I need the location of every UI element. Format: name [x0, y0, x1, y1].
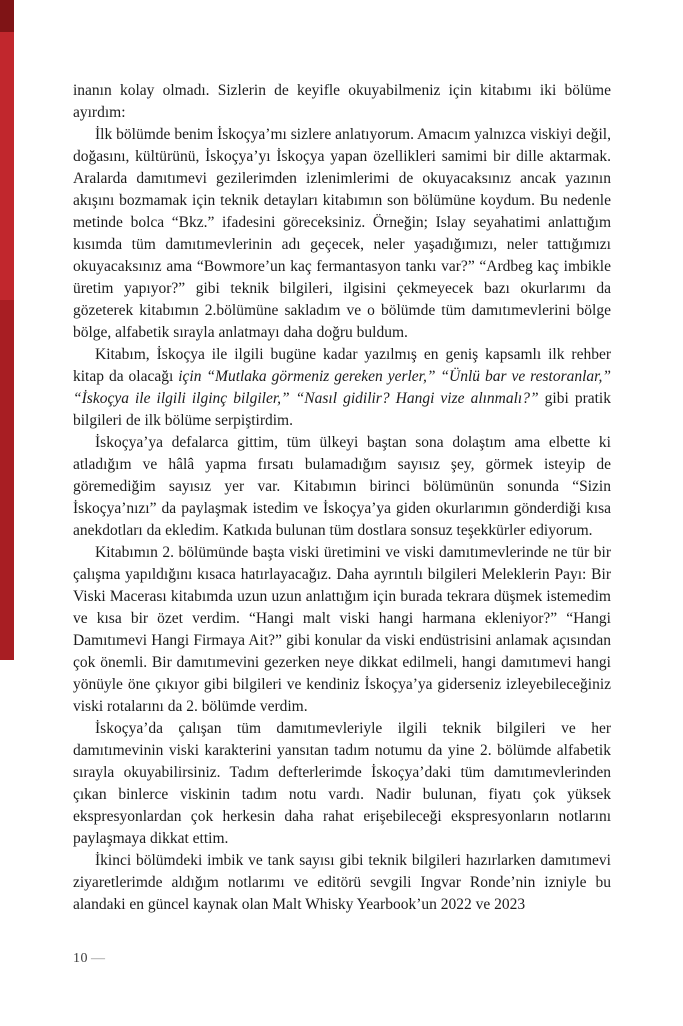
text-run: Kitabım, İskoçya ile ilgili bugüne kadar yazılmış en geniş kapsamlı ilk rehber kitap da olacağı	[73, 346, 611, 385]
text-run: İskoçya’ya defalarca gittim, tüm ülkeyi baştan sona dolaştım ama elbette ki atladığım ve hâlâ yapma fırsatı bulamadığım sayısız şey, görmek isteyip de göremediğim sayısız yer var. Kitabımın birinci bölümünün sonunda “Sizin İskoçya’nızı” da paylaşmak istedim ve İskoçya’ya giden okurlarımın gönderdiği kısa anekdotları da ekledim. Katkıda bulunan tüm dostlara sonsuz teşekkürler ediyorum.	[73, 434, 611, 539]
page-footer	[73, 951, 106, 967]
paragraph	[73, 80, 611, 124]
page-text-block	[73, 80, 611, 916]
page-number: 10	[73, 951, 88, 966]
text-run: İskoçya’da çalışan tüm damıtımevleriyle ilgili teknik bilgileri ve her damıtımevinin viski karakterini yansıtan tadım notumu da yine 2. bölümde alfabetik sırayla okuyabilirsiniz. Tadım defterlerimde İskoçya’daki tüm damıtımevlerinden çıkan binlerce viskinin tadım notu vardı. Nadir bulunan, fiyatı çok yüksek ekspresyonlardan çok herkesin daha rahat erişebileceği ekspresyonların notlarını paylaşmaya dikkat ettim.	[73, 720, 611, 847]
text-run: gibi pratik bilgileri de ilk bölüme serpiştirdim.	[73, 390, 611, 429]
text-run: İlk bölümde benim İskoçya’mı sizlere anlatıyorum. Amacım yalnızca viskiyi değil, doğasını, kültürünü, İskoçya’yı İskoçya yapan özellikleri samimi bir dille aktarmak. Aralarda damıtımevi gezilerimden izlenimlerimi de okuyacaksınız ancak yazının akışını bozmamak için teknik detayları kitabımın son bölümüne koydum. Bu nedenle metinde bolca “Bkz.” ifadesini göreceksiniz. Örneğin; Islay seyahatimi anlattığım kısımda tüm damıtımevlerinin adı geçecek, neler yaşadığımızı, neler tattığımızı okuyacaksınız ama “Bowmore’un kaç fermantasyon tankı var?” “Ardbeg kaç imbikle üretim yapıyor?” gibi teknik bilgileri, ilgisini çekmeyecek bazı okurlarımı da gözeterek kitabımın 2.bölümüne sakladım ve o bölümde tüm damıtımevlerini bölge bölge, alfabetik sırayla anlatmayı daha doğru buldum.	[73, 126, 611, 341]
page-edge-bar-segment	[0, 300, 14, 660]
italic-text-run: için “Mutlaka görmeniz gereken yerler,” “Ünlü bar ve restoranlar,” “İskoçya ile ilgili ilginç bilgiler,” “Nasıl gidilir? Hangi vize alınmalı?”	[73, 368, 611, 407]
paragraph	[73, 124, 611, 344]
paragraph	[73, 344, 611, 432]
page-edge-bar	[0, 0, 14, 660]
paragraph	[73, 432, 611, 542]
text-run: İkinci bölümdeki imbik ve tank sayısı gibi teknik bilgileri hazırlarken damıtımevi ziyaretlerimde aldığım notlarımı ve editörü sevgili Ingvar Ronde’nin izniyle bu alandaki en güncel kaynak olan Malt Whisky Yearbook’un 2022 ve 2023	[73, 852, 611, 913]
text-run: inanın kolay olmadı. Sizlerin de keyifle okuyabilmeniz için kitabımı iki bölüme ayırdım:	[73, 82, 611, 121]
page-edge-bar-segment	[0, 32, 14, 300]
page-edge-bar-segment	[0, 0, 14, 32]
text-run: Kitabımın 2. bölümünde başta viski üretimini ve viski damıtımevlerinde ne tür bir çalışma yapıldığını kısaca hatırlayacağız. Daha ayrıntılı bilgileri Meleklerin Payı: Bir Viski Macerası kitabımda uzun uzun anlattığım için burada tekrara düşmek istemedim ve kısa bir özet verdim. “Hangi malt viski hangi harmana ekleniyor?” “Hangi Damıtımevi Hangi Firmaya Ait?” gibi konular da viski endüstrisini anlamak açısından çok önemli. Bir damıtımevini gezerken neye dikkat edilmeli, hangi damıtımevi hangi yönüyle öne çıkıyor gibi bilgileri ve kendiniz İskoçya’ya giderseniz izleyebileceğiniz viski rotalarını da 2. bölümde verdim.	[73, 544, 611, 715]
paragraph	[73, 542, 611, 718]
paragraph	[73, 850, 611, 916]
paragraph	[73, 718, 611, 850]
footer-dash: —	[91, 951, 106, 966]
